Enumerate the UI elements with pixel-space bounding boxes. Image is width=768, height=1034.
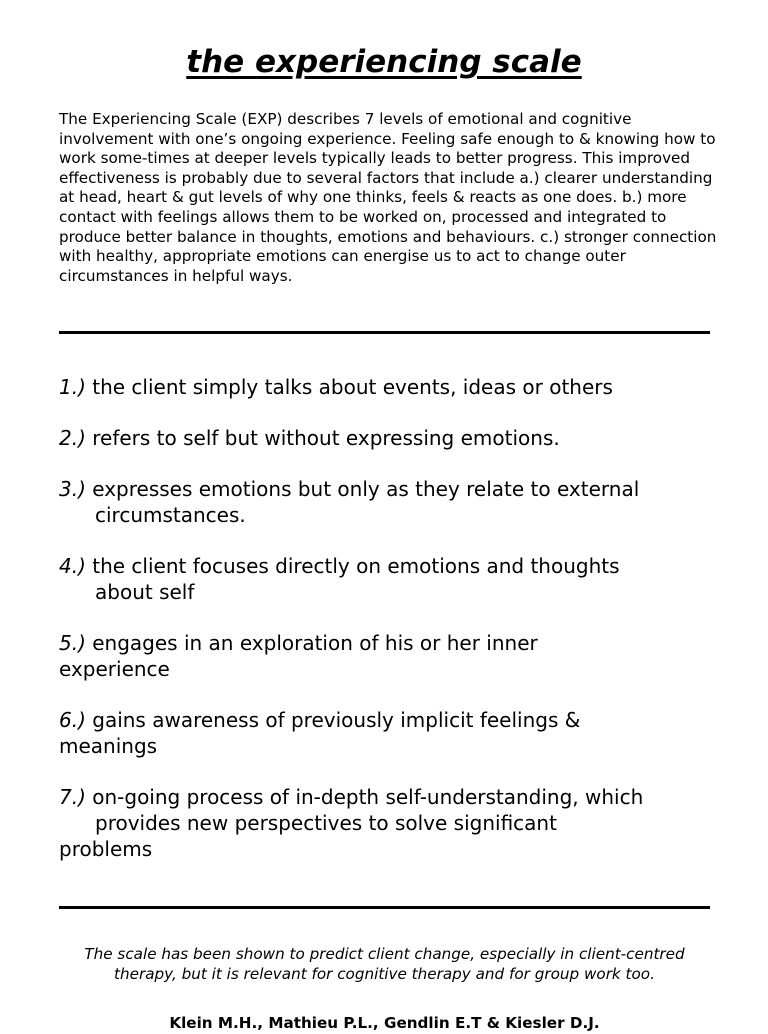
level-text-continued: problems <box>59 837 153 861</box>
level-text-continued: circumstances. <box>95 503 246 527</box>
level-number: 4.) <box>59 554 86 578</box>
page-title: the experiencing scale <box>186 44 582 80</box>
level-text-continued: provides new perspectives to solve significant <box>95 811 557 835</box>
level-text: refers to self but without expressing emotions. <box>85 426 560 450</box>
level-text-continued: meanings <box>59 734 158 758</box>
level-number: 7.) <box>59 785 86 809</box>
divider-top <box>59 331 710 334</box>
level-text: expresses emotions but only as they relate to external <box>85 477 640 501</box>
level-item-5 <box>59 630 719 682</box>
level-number: 2.) <box>59 426 86 450</box>
level-item-1 <box>59 374 719 400</box>
divider-bottom <box>59 906 710 909</box>
level-item-2 <box>59 425 719 451</box>
level-number: 6.) <box>59 708 86 732</box>
levels-list <box>59 374 719 887</box>
level-text: engages in an exploration of his or her inner <box>85 631 538 655</box>
level-text: on-going process of in-depth self-understanding, which <box>85 785 644 809</box>
level-text: gains awareness of previously implicit feelings & <box>85 708 581 732</box>
level-number: 5.) <box>59 631 86 655</box>
footnote-text: The scale has been shown to predict client change, especially in client-centred therapy, but it is relevant for cognitive therapy and for group work too. <box>84 945 685 983</box>
level-item-3 <box>59 476 719 528</box>
level-text: the client simply talks about events, ideas or others <box>85 375 613 399</box>
level-text-continued: experience <box>59 657 170 681</box>
intro-paragraph: The Experiencing Scale (EXP) describes 7 levels of emotional and cognitive involvement with one’s ongoing experience. Feeling safe enough to & knowing how to work some-times at deeper levels typically leads to better progress. This improved effectiveness is probably due to several factors that include a.) clearer understanding at head, heart & gut levels of why one thinks, feels & reacts as one does. b.) more contact with feelings allows them to be worked on, processed and integrated to produce better balance in thoughts, emotions and behaviours. c.) stronger connection with healthy, appropriate emotions can energise us to act to change outer circumstances in helpful ways. <box>59 110 717 285</box>
citation-text: Klein M.H., Mathieu P.L., Gendlin E.T & Kiesler D.J. <box>169 1014 600 1032</box>
level-item-4 <box>59 553 719 605</box>
level-number: 1.) <box>59 375 86 399</box>
level-item-7 <box>59 784 719 862</box>
level-text-continued: about self <box>95 580 195 604</box>
level-item-6 <box>59 707 719 759</box>
level-number: 3.) <box>59 477 86 501</box>
level-text: the client focuses directly on emotions and thoughts <box>85 554 620 578</box>
